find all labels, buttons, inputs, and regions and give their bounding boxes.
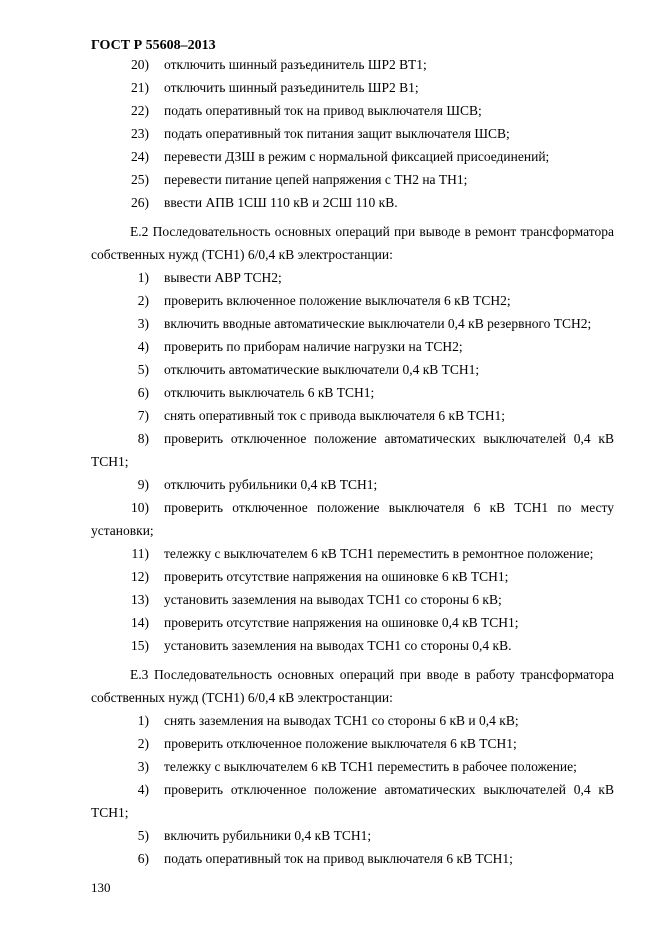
item-text: перевести питание цепей напряжения с ТН2 на ТН1; <box>164 172 468 187</box>
item-text: проверить отсутствие напряжения на ошиновке 0,4 кВ ТСН1; <box>164 615 519 630</box>
item-number: 10) <box>131 500 149 515</box>
list-item <box>0 782 662 802</box>
item-text: проверить отключенное положение выключателя 6 кВ ТСН1; <box>164 736 517 751</box>
section-e3-line1: Е.3 Последовательность основных операций при вводе в работу трансформатора <box>130 667 614 682</box>
item-text: снять оперативный ток с привода выключателя 6 кВ ТСН1; <box>164 408 505 423</box>
list-item <box>0 339 662 359</box>
list-item <box>0 592 662 612</box>
item-text: перевести ДЗШ в режим с нормальной фиксацией присоединений; <box>164 149 550 164</box>
list-item <box>0 408 662 428</box>
list-item <box>0 431 662 451</box>
item-number: 1) <box>137 270 149 285</box>
item-number: 5) <box>137 828 149 843</box>
list-item <box>0 385 662 405</box>
item-number: 14) <box>131 615 149 630</box>
item-number: 2) <box>137 293 149 308</box>
list-item <box>0 57 662 77</box>
list-item <box>0 103 662 123</box>
item-number: 22) <box>131 103 149 118</box>
item-number: 3) <box>137 316 149 331</box>
list-item <box>0 477 662 497</box>
item-text: отключить выключатель 6 кВ ТСН1; <box>164 385 375 400</box>
item-number: 6) <box>137 851 149 866</box>
list-item <box>0 80 662 100</box>
section-e2-line1: Е.2 Последовательность основных операций при выводе в ремонт трансформатора <box>130 224 614 239</box>
item-number: 8) <box>137 431 149 446</box>
section-e2-line2: собственных нужд (ТСН1) 6/0,4 кВ электростанции: <box>91 247 393 262</box>
item-text: проверить отключенное положение автоматических выключателей 0,4 кВ <box>164 782 614 797</box>
item-number: 15) <box>131 638 149 653</box>
item-number: 20) <box>131 57 149 72</box>
item-number: 4) <box>137 339 149 354</box>
list-item <box>0 828 662 848</box>
item-text: проверить отключенное положение выключателя 6 кВ ТСН1 по месту <box>164 500 614 515</box>
item-number: 3) <box>137 759 149 774</box>
item-number: 1) <box>137 713 149 728</box>
item-text: отключить рубильники 0,4 кВ ТСН1; <box>164 477 378 492</box>
item-number: 12) <box>131 569 149 584</box>
item-number: 24) <box>131 149 149 164</box>
item-number: 9) <box>137 477 149 492</box>
list-item <box>0 851 662 871</box>
list-item-continuation: установки; <box>91 523 154 538</box>
item-text: проверить включенное положение выключателя 6 кВ ТСН2; <box>164 293 511 308</box>
item-text: тележку с выключателем 6 кВ ТСН1 переместить в ремонтное положение; <box>164 546 594 561</box>
list-item <box>0 638 662 658</box>
item-number: 4) <box>137 782 149 797</box>
list-item <box>0 736 662 756</box>
list-item <box>0 270 662 290</box>
list-item <box>0 500 662 520</box>
item-number: 6) <box>137 385 149 400</box>
section-e3-line2: собственных нужд (ТСН1) 6/0,4 кВ электростанции: <box>91 690 393 705</box>
item-text: проверить отключенное положение автоматических выключателей 0,4 кВ <box>164 431 614 446</box>
item-text: включить рубильники 0,4 кВ ТСН1; <box>164 828 372 843</box>
list-item <box>0 713 662 733</box>
item-text: проверить отсутствие напряжения на ошиновке 6 кВ ТСН1; <box>164 569 509 584</box>
list-item-continuation: ТСН1; <box>91 454 129 469</box>
list-item <box>0 759 662 779</box>
list-item <box>0 546 662 566</box>
item-text: отключить шинный разъединитель ШР2 ВТ1; <box>164 57 427 72</box>
item-text: тележку с выключателем 6 кВ ТСН1 переместить в рабочее положение; <box>164 759 577 774</box>
item-text: отключить шинный разъединитель ШР2 В1; <box>164 80 419 95</box>
list-item <box>0 362 662 382</box>
item-text: подать оперативный ток на привод выключателя 6 кВ ТСН1; <box>164 851 513 866</box>
list-item <box>0 293 662 313</box>
item-number: 26) <box>131 195 149 210</box>
list-item <box>0 316 662 336</box>
page-number: 130 <box>91 880 111 895</box>
item-text: установить заземления на выводах ТСН1 со стороны 6 кВ; <box>164 592 502 607</box>
item-number: 25) <box>131 172 149 187</box>
list-item <box>0 195 662 215</box>
item-text: проверить по приборам наличие нагрузки на ТСН2; <box>164 339 463 354</box>
item-number: 21) <box>131 80 149 95</box>
item-number: 13) <box>131 592 149 607</box>
item-number: 2) <box>137 736 149 751</box>
item-text: отключить автоматические выключатели 0,4 кВ ТСН1; <box>164 362 480 377</box>
list-item <box>0 149 662 169</box>
list-item <box>0 615 662 635</box>
item-text: ввести АПВ 1СШ 110 кВ и 2СШ 110 кВ. <box>164 195 398 210</box>
item-number: 5) <box>137 362 149 377</box>
item-text: подать оперативный ток на привод выключателя ШСВ; <box>164 103 482 118</box>
list-item-continuation: ТСН1; <box>91 805 129 820</box>
list-item <box>0 172 662 192</box>
item-text: включить вводные автоматические выключатели 0,4 кВ резервного ТСН2; <box>164 316 592 331</box>
item-text: снять заземления на выводах ТСН1 со стороны 6 кВ и 0,4 кВ; <box>164 713 519 728</box>
item-text: установить заземления на выводах ТСН1 со стороны 0,4 кВ. <box>164 638 512 653</box>
list-item <box>0 126 662 146</box>
item-number: 11) <box>131 546 149 561</box>
item-number: 7) <box>137 408 149 423</box>
document-header: ГОСТ Р 55608–2013 <box>91 38 216 53</box>
item-text: подать оперативный ток питания защит выключателя ШСВ; <box>164 126 510 141</box>
item-text: вывести АВР ТСН2; <box>164 270 282 285</box>
list-item <box>0 569 662 589</box>
item-number: 23) <box>131 126 149 141</box>
